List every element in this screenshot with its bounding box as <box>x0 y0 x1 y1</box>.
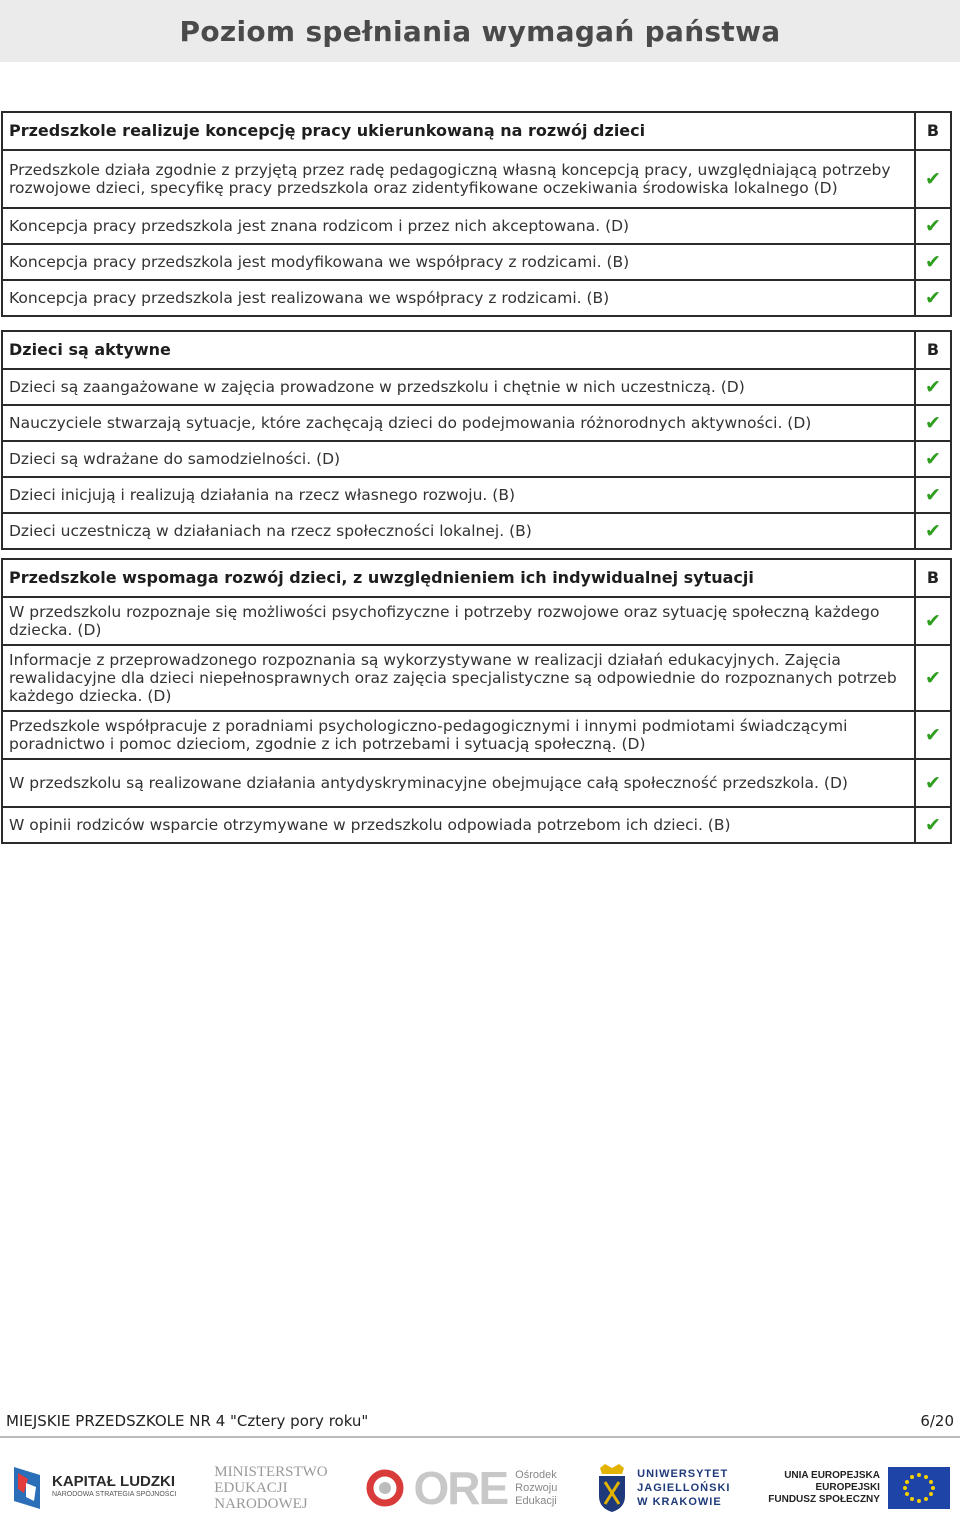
page-title: Poziom spełniania wymagań państwa <box>179 14 781 48</box>
requirement-text: Przedszkole współpracuje z poradniami psychologiczno-pedagogicznymi i innymi podmiotami świadczącymi poradnictwo i pomoc dzieciom, zgodnie z ich potrzebami i sytuacją społeczną. (D) <box>2 711 915 759</box>
requirement-row <box>2 759 951 807</box>
section-heading-row <box>2 112 951 150</box>
men-line-2: EDUKACJI <box>214 1480 288 1496</box>
section-heading-row <box>2 559 951 597</box>
uj-crest-icon <box>595 1462 629 1514</box>
requirement-row <box>2 244 951 280</box>
ue-line-3: FUNDUSZ SPOŁECZNY <box>768 1494 880 1505</box>
check-icon: ✔ <box>925 250 941 273</box>
ore-line-1: Ośrodek <box>515 1468 557 1481</box>
ore-logo <box>365 1461 557 1515</box>
requirement-text: Informacje z przeprowadzonego rozpoznania są wykorzystywane w realizacji działań edukacyjnych. Zajęcia rewalidacyjne dla dzieci niepełnosprawnych oraz zajęcia specjalistyczne są odpowiednie do rozpoznanych potrzeb każdego dziecka. (D) <box>2 645 915 711</box>
requirement-row <box>2 807 951 843</box>
footer-school-name: MIEJSKIE PRZEDSZKOLE NR 4 "Cztery pory roku" <box>6 1412 369 1430</box>
page-footer <box>0 1406 960 1438</box>
uj-line-3: W KRAKOWIE <box>637 1496 722 1508</box>
requirement-row <box>2 597 951 645</box>
section-heading: Przedszkole wspomaga rozwój dzieci, z uwzględnieniem ich indywidualnej sytuacji <box>2 559 915 597</box>
check-icon: ✔ <box>925 214 941 237</box>
uj-logo <box>595 1462 730 1514</box>
section-level: B <box>915 112 951 150</box>
check-icon: ✔ <box>925 609 941 632</box>
check-icon: ✔ <box>925 813 941 836</box>
ore-mark: ORE <box>413 1462 508 1514</box>
ore-line-2: Rozwoju <box>515 1481 558 1494</box>
eu-flag-icon <box>888 1467 950 1509</box>
check-icon: ✔ <box>925 771 941 794</box>
requirement-row <box>2 208 951 244</box>
requirement-row <box>2 369 951 405</box>
section-heading: Dzieci są aktywne <box>2 331 915 369</box>
check-icon: ✔ <box>925 167 941 190</box>
kapital-ludzki-subtitle: NARODOWA STRATEGIA SPÓJNOŚCI <box>52 1491 177 1498</box>
requirement-text: Dzieci są wdrażane do samodzielności. (D) <box>2 441 915 477</box>
requirement-row <box>2 513 951 549</box>
requirement-text: Dzieci inicjują i realizują działania na rzecz własnego rozwoju. (B) <box>2 477 915 513</box>
requirement-text: W opinii rodziców wsparcie otrzymywane w przedszkolu odpowiada potrzebom ich dzieci. (B) <box>2 807 915 843</box>
men-logo <box>214 1464 327 1512</box>
uj-line-1: UNIWERSYTET <box>637 1468 729 1480</box>
requirement-text: Dzieci są zaangażowane w zajęcia prowadzone w przedszkolu i chętnie w nich uczestniczą. (D) <box>2 369 915 405</box>
requirement-row <box>2 150 951 208</box>
requirement-section-3 <box>1 558 952 844</box>
ore-ring-icon <box>365 1468 405 1508</box>
requirement-section-2 <box>1 330 952 550</box>
kapital-ludzki-name: KAPITAŁ LUDZKI <box>52 1473 176 1490</box>
requirement-text: Koncepcja pracy przedszkola jest znana rodzicom i przez nich akceptowana. (D) <box>2 208 915 244</box>
requirement-text: W przedszkolu rozpoznaje się możliwości psychofizyczne i potrzeby rozwojowe oraz sytuację społeczną każdego dziecka. (D) <box>2 597 915 645</box>
requirement-row <box>2 711 951 759</box>
section-heading-row <box>2 331 951 369</box>
check-icon: ✔ <box>925 286 941 309</box>
check-icon: ✔ <box>925 447 941 470</box>
section-level: B <box>915 331 951 369</box>
requirement-text: Przedszkole działa zgodnie z przyjętą przez radę pedagogiczną własną koncepcją pracy, uwzględniającą potrzeby rozwojowe dzieci, specyfikę pracy przedszkola oraz zidentyfikowane oczekiwania środowiska lokalnego (D) <box>2 150 915 208</box>
check-icon: ✔ <box>925 411 941 434</box>
requirement-text: Koncepcja pracy przedszkola jest modyfikowana we współpracy z rodzicami. (B) <box>2 244 915 280</box>
requirement-text: Koncepcja pracy przedszkola jest realizowana we współpracy z rodzicami. (B) <box>2 280 915 316</box>
title-bar <box>0 0 960 62</box>
section-heading: Przedszkole realizuje koncepcję pracy ukierunkowaną na rozwój dzieci <box>2 112 915 150</box>
section-level: B <box>915 559 951 597</box>
check-icon: ✔ <box>925 723 941 746</box>
requirement-text: Dzieci uczestniczą w działaniach na rzecz społeczności lokalnej. (B) <box>2 513 915 549</box>
requirement-section-1 <box>1 111 952 317</box>
ore-line-3: Edukacji <box>515 1494 557 1507</box>
logo-strip <box>0 1455 960 1521</box>
kapital-ludzki-emblem-icon <box>10 1463 44 1513</box>
footer-page-number: 6/20 <box>920 1412 954 1430</box>
uj-line-2: JAGIELLOŃSKI <box>637 1482 731 1494</box>
ue-line-1: UNIA EUROPEJSKA <box>784 1470 880 1481</box>
requirement-text: Nauczyciele stwarzają sytuacje, które zachęcają dzieci do podejmowania różnorodnych aktywności. (D) <box>2 405 915 441</box>
check-icon: ✔ <box>925 519 941 542</box>
men-line-1: MINISTERSTWO <box>214 1464 328 1480</box>
requirement-row <box>2 477 951 513</box>
requirement-row <box>2 405 951 441</box>
ue-line-2: EUROPEJSKI <box>815 1482 880 1493</box>
check-icon: ✔ <box>925 483 941 506</box>
kapital-ludzki-logo <box>10 1463 176 1513</box>
ue-logo <box>768 1467 950 1509</box>
requirement-row <box>2 280 951 316</box>
men-line-3: NARODOWEJ <box>214 1496 308 1512</box>
requirement-row <box>2 441 951 477</box>
check-icon: ✔ <box>925 375 941 398</box>
requirement-text: W przedszkolu są realizowane działania antydyskryminacyjne obejmujące całą społeczność przedszkola. (D) <box>2 759 915 807</box>
check-icon: ✔ <box>925 666 941 689</box>
requirement-row <box>2 645 951 711</box>
